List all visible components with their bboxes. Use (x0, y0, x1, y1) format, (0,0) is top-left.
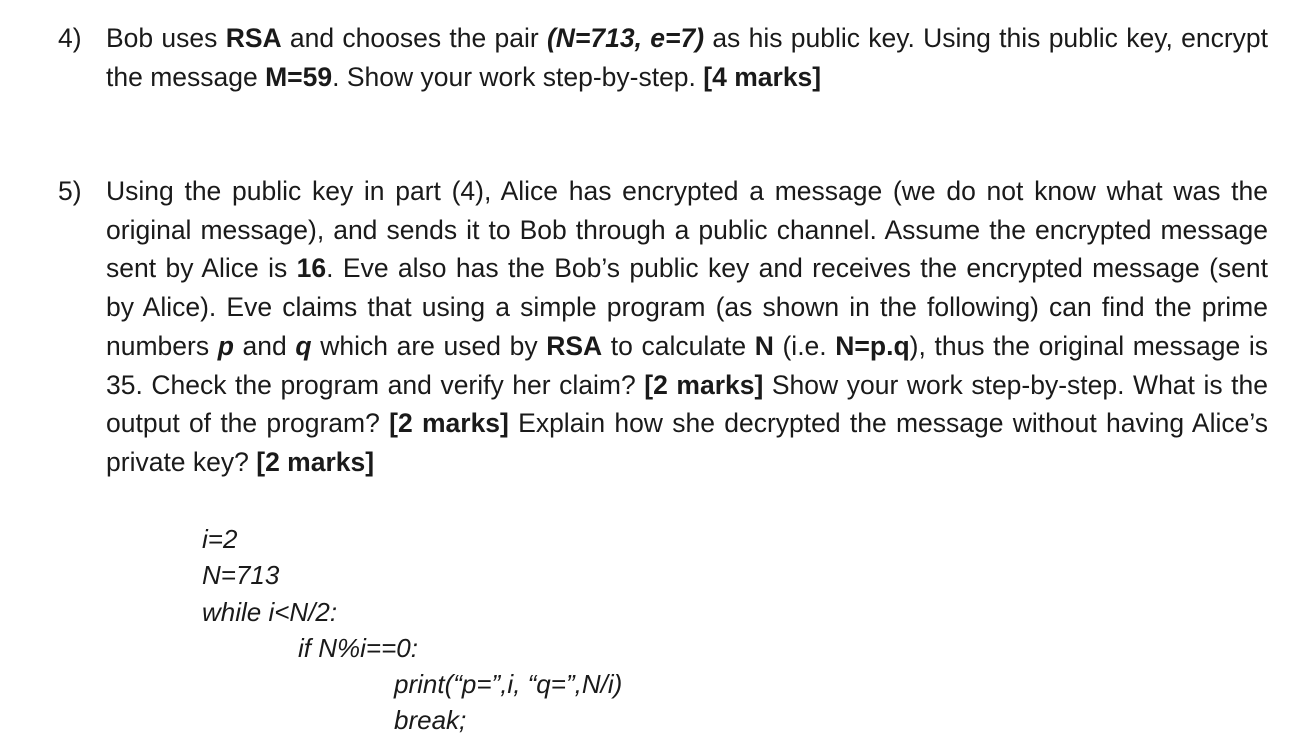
prime-p: p (217, 330, 234, 361)
prime-q: q (295, 330, 312, 361)
marks-label: [2 marks] (256, 446, 375, 477)
question-5 (58, 172, 1268, 482)
code-line: if N%i==0: (298, 632, 418, 663)
code-line: while i<N/2: (202, 596, 338, 627)
marks-label: [4 marks] (703, 61, 822, 92)
rsa-term: RSA (546, 330, 603, 361)
marks-label: [2 marks] (644, 369, 764, 400)
public-key-pair: (N=713, e=7) (546, 23, 705, 53)
code-line: break; (394, 705, 467, 736)
message-value: M=59 (265, 61, 333, 92)
question-4 (58, 19, 1268, 96)
code-line: i=2 (202, 524, 238, 554)
code-line: print(“p=”,i, “q=”,N/i) (394, 669, 623, 700)
n-equals-pq: N=p.q (835, 330, 910, 361)
question-number: 5) (58, 176, 82, 206)
question-number: 4) (58, 23, 82, 53)
ciphertext-value: 16 (296, 253, 327, 284)
marks-label: [2 marks] (389, 408, 509, 439)
question-text: Using the public key in part (4), Alice has encrypted a message (we do not know what was the original message), and sends it to Bob through a public channel. Assume the encrypted message sent by Alice is 16. Eve also has the Bob’s public key and receives the encrypted message (sent by Alice). Eve claims that using a simple program (as shown in the following) can find the prime numbers p and q which are used by RSA to calculate N (i.e. N=p.q), thus the original message is 35. Check the program and verify her claim? [2 marks] Show your work step-by-step. What is the output of the program? [2 marks] Explain how she decrypted the message without having Alice’s private key? [2 marks] (106, 176, 1268, 477)
code-snippet (202, 521, 622, 739)
code-line: N=713 (202, 560, 280, 591)
modulus-n: N (754, 330, 774, 361)
question-text: Bob uses RSA and chooses the pair (N=713, e=7) as his public key. Using this public key, encrypt the message M=59. Show your work step-by-step. [4 marks] (106, 23, 1269, 92)
rsa-term: RSA (225, 23, 282, 53)
